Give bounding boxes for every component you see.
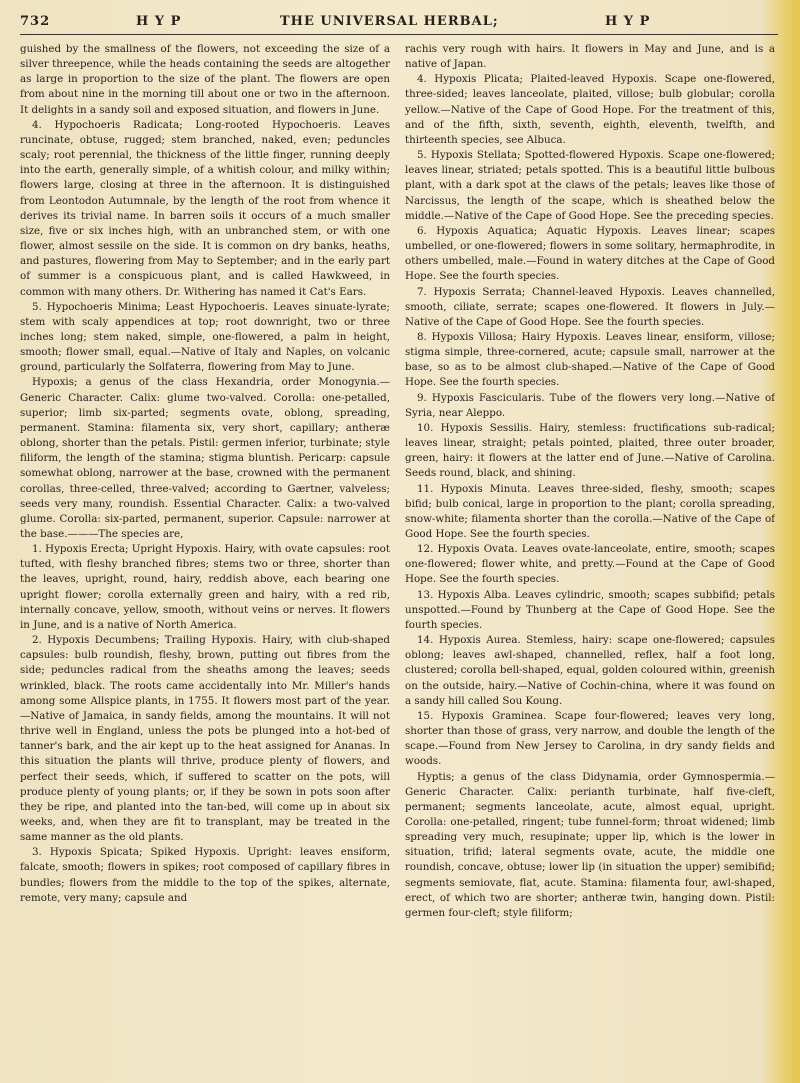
- paragraph: Hyptis; a genus of the class Didynamia, order Gymnospermia.—Generic Character. Calix: perianth turbinate, half five-cleft, permanent; segments lanceolate, acute, almost equal, upright. Corolla: one-petalled, ringent; tube funnel-form; throat widened; limb spreading very much, resupinate; upper lip, which is the lower in situation, trifid; lateral segments ovate, acute, the middle one roundish, concave, obtuse; lower lip (in situation the upper) semibifid; segments semiovate, flat, acute. Stamina: filamenta four, awl-shaped, erect, of which two are shorter; antheræ twin, hanging down. Pistil: germen four-cleft; style filiform;: [405, 770, 775, 919]
- paragraph: Hypoxis; a genus of the class Hexandria, order Monogynia.—Generic Character. Calix: glume two-valved. Corolla: one-petalled, superior; limb six-parted; segments ovate, oblong, spreading, permanent. Stamina: filamenta six, very short, capillary; antheræ oblong, shorter than the petals. Pistil: germen inferior, turbinate; style filiform, the length of the stamina; stigma bluntish. Pericarp: capsule somewhat oblong, narrower at the base, crowned with the permanent corollas, three-celled, three-valved; according to Gærtner, valveless; seeds very many, roundish. Essential Character. Calix: a two-valved glume. Corolla: six-parted, permanent, superior. Capsule: narrower at the base.———The species are,: [20, 376, 390, 540]
- paragraph: 5. Hypoxis Stellata; Spotted-flowered Hypoxis. Scape one-flowered; leaves linear, striated; petals spotted. This is a beautiful little bulbous plant, with a dark spot at the claws of the petals; leaves like those of Narcissus, the length of the scape, which is sheathed below the middle.—Native of the Cape of Good Hope. See the preceding species.: [405, 149, 775, 222]
- paragraph: 12. Hypoxis Ovata. Leaves ovate-lanceolate, entire, smooth; scapes one-flowered; flower white, and pretty.—Found at the Cape of Good Hope. See the fourth species.: [405, 543, 775, 586]
- paragraph: rachis very rough with hairs. It flowers in May and June, and is a native of Japan.: [405, 43, 775, 71]
- paragraph: 7. Hypoxis Serrata; Channel-leaved Hypoxis. Leaves channelled, smooth, ciliate, serrate; scapes one-flowered. It flowers in July.—Native of the Cape of Good Hope. See the fourth species.: [405, 285, 775, 328]
- paragraph: 14. Hypoxis Aurea. Stemless, hairy: scape one-flowered; capsules oblong; leaves awl-shaped, channelled, reflex, half a foot long, clustered; corolla bell-shaped, equal, golden coloured within, greenish on the outside, hairy.—Native of Cochin-china, where it was found on a sandy hill called Sou Koung.: [405, 634, 775, 707]
- paragraph: 8. Hypoxis Villosa; Hairy Hypoxis. Leaves linear, ensiform, villose; stigma simple, three-cornered, acute; capsule small, narrower at the base, so as to be almost club-shaped.—Native of the Cape of Good Hope. See the fourth species.: [405, 330, 775, 389]
- header-rule: [20, 34, 778, 35]
- page-edge-decoration: [793, 0, 800, 1083]
- paragraph: 1. Hypoxis Erecta; Upright Hypoxis. Hairy, with ovate capsules: root tufted, with fleshy branched fibres; stems two or three, shorter than the leaves, upright, round, hairy, reddish above, each bearing one upright flower; corolla externally green and hairy, with a red rib, internally concave, yellow, smooth, without veins or nerves. It flowers in June, and is a native of North America.: [20, 543, 390, 631]
- paragraph: 2. Hypoxis Decumbens; Trailing Hypoxis. Hairy, with club-shaped capsules: bulb roundish, fleshy, brown, putting out fibres from the side; peduncles radical from the sheaths among the leaves; seeds wrinkled, black. The roots came accidentally into Mr. Miller's hands among some Allspice plants, in 1755. It flowers most part of the year.—Native of Jamaica, in sandy fields, among the mountains. It will not thrive well in England, unless the pots be plunged into a hot-bed of tanner's bark, and the air kept up to the heat assigned for Ananas. In this situation the plants will thrive, produce plenty of flowers, and perfect their seeds, which, if suffered to scatter on the pots, will produce plenty of young plants; or, if they be sown in pots soon after they be ripe, and planted into the tan-bed, will come up in about six weeks, and, when they are fit to transplant, may be treated in the same manner as the old plants.: [20, 634, 390, 844]
- paragraph: 15. Hypoxis Graminea. Scape four-flowered; leaves very long, shorter than those of grass, very narrow, and double the length of the scape.—Found from New Jersey to Carolina, in dry sandy fields and woods.: [405, 709, 775, 768]
- running-header: [20, 14, 778, 36]
- paragraph: 3. Hypoxis Spicata; Spiked Hypoxis. Upright: leaves ensiform, falcate, smooth; flowers in spikes; root composed of capillary fibres in bundles; flowers from the middle to the top of the spikes, alternate, remote, very many; capsule and: [20, 846, 390, 904]
- paragraph: 11. Hypoxis Minuta. Leaves three-sided, fleshy, smooth; scapes bifid; bulb conical, large in proportion to the plant; corolla spreading, snow-white; filamenta shorter than the corolla.—Native of the Cape of Good Hope. See the fourth species.: [405, 482, 775, 540]
- left-running-head: H Y P: [136, 14, 182, 29]
- paragraph: 6. Hypoxis Aquatica; Aquatic Hypoxis. Leaves linear; scapes umbelled, or one-flowered; flowers in some solitary, hermaphrodite, in others umbelled, male.—Found in watery ditches at the Cape of Good Hope. See the fourth species.: [405, 224, 775, 283]
- paragraph: 4. Hypoxis Plicata; Plaited-leaved Hypoxis. Scape one-flowered, three-sided; leaves lanceolate, plaited, villose; bulb globular; corolla yellow.—Native of the Cape of Good Hope. For the treatment of this, and of the fifth, sixth, seventh, eighth, eleventh, twelfth, and thirteenth species, see Albuca.: [405, 73, 775, 146]
- page-number: 732: [20, 14, 51, 29]
- book-title: THE UNIVERSAL HERBAL;: [280, 14, 499, 29]
- right-running-head: H Y P: [605, 14, 651, 29]
- right-column: [405, 42, 775, 1072]
- paragraph: 4. Hypochoeris Radicata; Long-rooted Hypochoeris. Leaves runcinate, obtuse, rugged; stem branched, naked, even; peduncles scaly; root perennial, the thickness of the little finger, running deeply into the earth, generally simple, of a whitish colour, and milky within; flowers large, closing at three in the afternoon. It is distinguished from Leontodon Autumnale, by the length of the root from whence it derives its trivial name. In barren soils it occurs of a much smaller size, five or six inches high, with an unbranched stem, or with one flower, almost sessile on the side. It is common on dry banks, heaths, and pastures, flowering from May to September; and in the early part of summer is a conspicuous plant, and is called Hawkweed, in common with many others. Dr. Withering has named it Cat's Ears.: [20, 118, 390, 298]
- paragraph: 13. Hypoxis Alba. Leaves cylindric, smooth; scapes subbifid; petals unspotted.—Found by Thunberg at the Cape of Good Hope. See the fourth species.: [405, 588, 775, 631]
- paragraph: 10. Hypoxis Sessilis. Hairy, stemless: fructifications sub-radical; leaves linear, straight; petals pointed, plaited, three outer broader, green, hairy: it flowers at the latter end of June.—Native of Carolina. Seeds round, black, and shining.: [405, 421, 775, 480]
- paragraph: guished by the smallness of the flowers, not exceeding the size of a silver threepence, while the heads containing the seeds are altogether as large in proportion to the size of the plant. The flowers are open from about nine in the morning till about one or two in the afternoon. It delights in a sandy soil and exposed situation, and flowers in June.: [20, 43, 390, 116]
- paragraph: 5. Hypochoeris Minima; Least Hypochoeris. Leaves sinuate-lyrate; stem with scaly appendices at top; root downright, two or three inches long; stem naked, simple, one-flowered, a palm in height, smooth; flower small, equal.—Native of Italy and Naples, on volcanic ground, particularly the Solfaterra, flowering from May to June.: [20, 300, 390, 374]
- left-column: [20, 42, 390, 1072]
- paragraph: 9. Hypoxis Fascicularis. Tube of the flowers very long.—Native of Syria, near Aleppo.: [405, 391, 775, 419]
